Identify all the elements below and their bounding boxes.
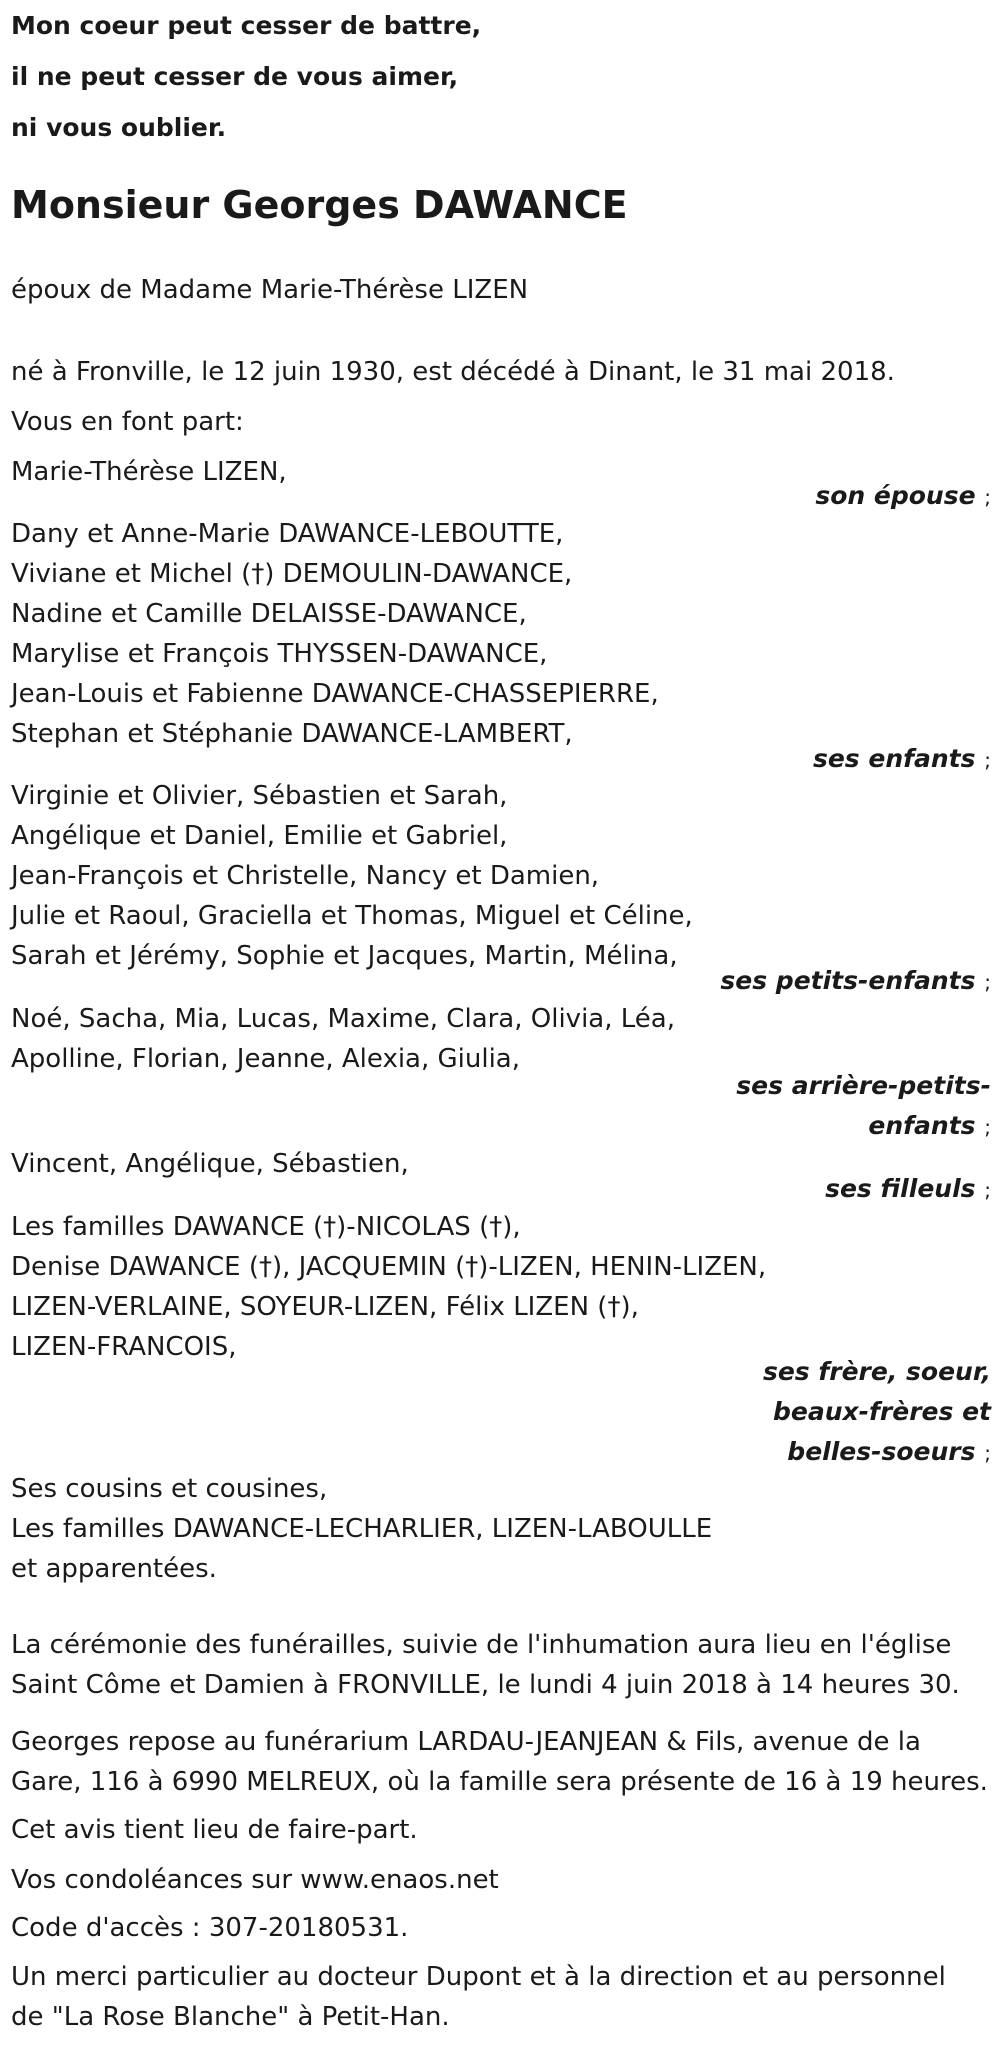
- notice-line: Cet avis tient lieu de faire-part.: [11, 1815, 418, 1845]
- birth-death-line: né à Fronville, le 12 juin 1930, est décédé à Dinant, le 31 mai 2018.: [11, 357, 895, 387]
- poem-line: ni vous oublier.: [11, 113, 227, 142]
- family-name-line: LIZEN-FRANCOIS,: [11, 1332, 237, 1362]
- role-text: belles-soeurs: [787, 1437, 976, 1466]
- role-text: ses filleuls: [825, 1174, 976, 1203]
- announce-line: Vous en font part:: [11, 407, 244, 437]
- thanks-line: de "La Rose Blanche" à Petit-Han.: [11, 2002, 450, 2032]
- role-text: beaux-frères et: [773, 1397, 991, 1426]
- family-name-line: Sarah et Jérémy, Sophie et Jacques, Martin, Mélina,: [11, 941, 678, 971]
- family-group-names: [11, 1207, 766, 1367]
- family-name-line: Nadine et Camille DELAISSE-DAWANCE,: [11, 599, 527, 629]
- repose-paragraph: [11, 1722, 988, 1802]
- cousins-block: [11, 1469, 712, 1589]
- ceremony-line: Saint Côme et Damien à FRONVILLE, le lundi 4 juin 2018 à 14 heures 30.: [11, 1670, 960, 1700]
- family-role: [825, 1169, 991, 1210]
- family-name-line: Denise DAWANCE (†), JACQUEMIN (†)-LIZEN, HENIN-LIZEN,: [11, 1252, 767, 1282]
- family-group-names: [11, 514, 659, 754]
- role-text: ses petits-enfants: [720, 966, 976, 995]
- ceremony-paragraph: [11, 1625, 960, 1705]
- family-name-line: Viviane et Michel (†) DEMOULIN-DAWANCE,: [11, 559, 573, 589]
- repose-line: Gare, 116 à 6990 MELREUX, où la famille sera présente de 16 à 19 heures.: [11, 1767, 988, 1797]
- role-text: ses frère, soeur,: [762, 1357, 991, 1386]
- poem-line: Mon coeur peut cesser de battre,: [11, 11, 482, 40]
- family-name-line: Noé, Sacha, Mia, Lucas, Maxime, Clara, Olivia, Léa,: [11, 1004, 675, 1034]
- family-role: [813, 739, 991, 780]
- family-name-line: Jean-François et Christelle, Nancy et Damien,: [11, 861, 600, 891]
- poem: [11, 0, 481, 153]
- repose-line: Georges repose au funérarium LARDAU-JEANJEAN & Fils, avenue de la: [11, 1727, 921, 1757]
- cousins-line: et apparentées.: [11, 1554, 217, 1584]
- family-group-names: [11, 999, 675, 1079]
- family-name-line: Dany et Anne-Marie DAWANCE-LEBOUTTE,: [11, 519, 564, 549]
- family-name-line: Julie et Raoul, Graciella et Thomas, Miguel et Céline,: [11, 901, 693, 931]
- family-name-line: Marylise et François THYSSEN-DAWANCE,: [11, 639, 548, 669]
- ceremony-line: La cérémonie des funérailles, suivie de l'inhumation aura lieu en l'église: [11, 1630, 952, 1660]
- deceased-name: Monsieur Georges DAWANCE: [11, 183, 628, 227]
- family-group-names: [11, 776, 693, 976]
- thanks-line: Un merci particulier au docteur Dupont et à la direction et au personnel: [11, 1962, 946, 1992]
- family-name-line: Angélique et Daniel, Emilie et Gabriel,: [11, 821, 508, 851]
- family-name-line: LIZEN-VERLAINE, SOYEUR-LIZEN, Félix LIZEN (†),: [11, 1292, 639, 1322]
- family-name-line: Vincent, Angélique, Sébastien,: [11, 1149, 409, 1179]
- family-role: [736, 1066, 991, 1147]
- role-text: enfants: [868, 1111, 976, 1140]
- family-name-line: Apolline, Florian, Jeanne, Alexia, Giulia,: [11, 1044, 521, 1074]
- cousins-line: Les familles DAWANCE-LECHARLIER, LIZEN-LABOULLE: [11, 1514, 713, 1544]
- role-semicolon: ;: [984, 1178, 991, 1202]
- role-text: son épouse: [815, 481, 976, 510]
- cousins-line: Ses cousins et cousines,: [11, 1474, 328, 1504]
- role-semicolon: ;: [984, 485, 991, 509]
- poem-line: il ne peut cesser de vous aimer,: [11, 62, 459, 91]
- role-text: ses arrière-petits-: [736, 1071, 991, 1100]
- family-name-line: Les familles DAWANCE (†)-NICOLAS (†),: [11, 1212, 521, 1242]
- family-name-line: Marie-Thérèse LIZEN,: [11, 457, 287, 487]
- role-semicolon: ;: [984, 1441, 991, 1465]
- role-semicolon: ;: [984, 970, 991, 994]
- role-text: ses enfants: [812, 744, 976, 773]
- role-semicolon: ;: [984, 1115, 991, 1139]
- role-semicolon: ;: [984, 748, 991, 772]
- access-code-line: Code d'accès : 307-20180531.: [11, 1913, 409, 1943]
- family-role: [815, 476, 991, 517]
- family-role: [720, 961, 991, 1002]
- family-name-line: Virginie et Olivier, Sébastien et Sarah,: [11, 781, 508, 811]
- thanks-paragraph: [11, 1957, 946, 2037]
- spouse-line: époux de Madame Marie-Thérèse LIZEN: [11, 275, 529, 305]
- condolences-line: Vos condoléances sur www.enaos.net: [11, 1865, 499, 1895]
- family-group-names: [11, 1144, 409, 1184]
- family-name-line: Stephan et Stéphanie DAWANCE-LAMBERT,: [11, 719, 573, 749]
- family-group-names: [11, 452, 287, 492]
- family-role: [763, 1352, 991, 1473]
- family-name-line: Jean-Louis et Fabienne DAWANCE-CHASSEPIERRE,: [11, 679, 659, 709]
